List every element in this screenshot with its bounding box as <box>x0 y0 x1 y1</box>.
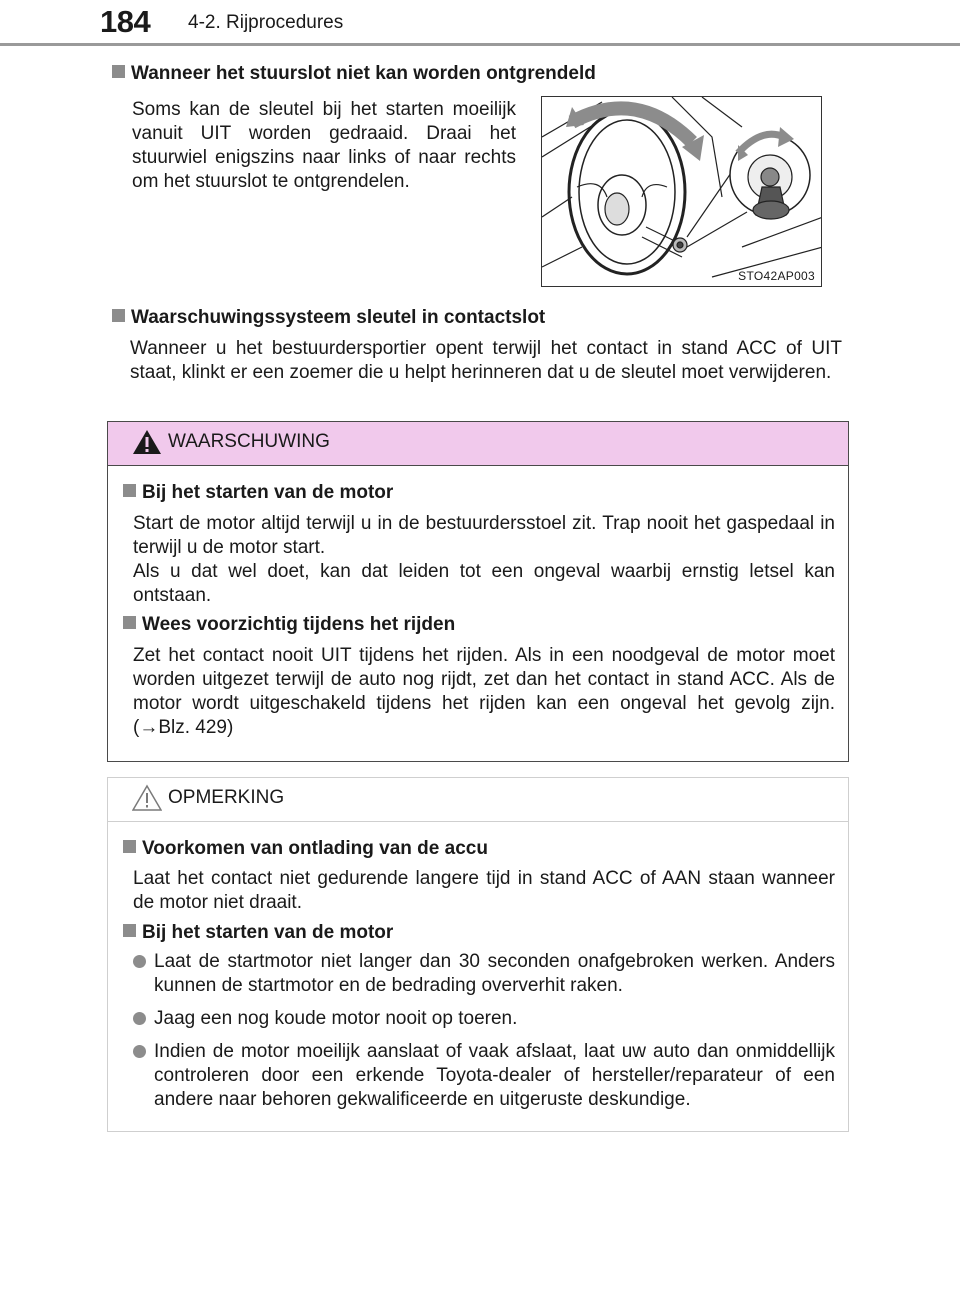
note-bullet-2-text: Jaag een nog koude motor nooit op toeren. <box>154 1008 518 1029</box>
caution-triangle-outline-icon <box>132 784 162 812</box>
section1-heading-text: Wanneer het stuurslot niet kan worden ontgrendeld <box>131 63 596 84</box>
note-item2-heading-text: Bij het starten van de motor <box>142 922 394 943</box>
note-bullet-1-text: Laat de startmotor niet langer dan 30 seconden onafgebroken werken. Anders kunnen de startmotor en de bedrading oververhit raken. <box>154 951 835 996</box>
figure-code: STO42AP003 <box>738 269 815 283</box>
warning-item2-heading <box>123 614 455 636</box>
page-number: 184 <box>100 4 151 39</box>
note-item1-text: Laat het contact niet gedurende langere tijd in stand ACC of AAN staan wanneer de motor niet draait. <box>133 868 835 913</box>
section2-text: Wanneer u het bestuurdersportier opent terwijl het contact in stand ACC of UIT staat, klinkt er een zoemer die u helpt herinneren dat u de sleutel moet verwijderen. <box>130 338 842 383</box>
warning-item1-text: Start de motor altijd terwijl u in de bestuurdersstoel zit. Trap nooit het gaspedaal in terwijl u de motor start. <box>133 513 835 558</box>
note-item1-heading <box>123 838 488 860</box>
round-bullet-icon <box>133 1012 146 1025</box>
note-item2-heading <box>123 922 393 944</box>
warning-item1-heading <box>123 482 393 504</box>
square-bullet-icon <box>123 840 136 853</box>
square-bullet-icon <box>112 65 125 78</box>
square-bullet-icon <box>112 309 125 322</box>
square-bullet-icon <box>123 924 136 937</box>
warning-item1-heading-text: Bij het starten van de motor <box>142 482 394 503</box>
header-rule <box>0 43 960 46</box>
page-header <box>0 0 960 48</box>
warning-label: WAARSCHUWING <box>168 431 330 452</box>
square-bullet-icon <box>123 616 136 629</box>
section1-heading <box>112 63 596 85</box>
note-bullet-1 <box>133 950 835 998</box>
round-bullet-icon <box>133 955 146 968</box>
warning-item2-heading-text: Wees voorzichtig tijdens het rijden <box>142 614 456 635</box>
section2-heading-text: Waarschuwingssysteem sleutel in contactslot <box>131 307 546 328</box>
note-bullet-3 <box>133 1040 835 1112</box>
warning-item1-text2: Als u dat wel doet, kan dat leiden tot een ongeval waarbij ernstig letsel kan ontstaan. <box>133 561 835 606</box>
warning-box <box>107 421 849 762</box>
round-bullet-icon <box>133 1045 146 1058</box>
note-box-header <box>108 778 848 822</box>
note-item1-heading-text: Voorkomen van ontlading van de accu <box>142 838 488 859</box>
section2-heading <box>112 307 545 329</box>
warning-triangle-icon <box>132 428 162 456</box>
warning-item2-text: Zet het contact nooit UIT tijdens het rijden. Als in een noodgeval de motor moet worden uitgezet terwijl de auto nog rijdt, zet dan het contact in stand ACC. Als de motor wordt uitgeschakeld tijdens het rijden kan een ongeval het gevolg zijn. (→Blz. 429) <box>133 645 835 738</box>
warning-box-header <box>108 422 848 466</box>
steering-wheel-illustration <box>542 97 822 287</box>
steering-lock-figure <box>541 96 822 287</box>
note-box <box>107 777 849 1132</box>
note-bullet-3-text: Indien de motor moeilijk aanslaat of vaak afslaat, laat uw auto dan onmiddellijk controleren door een erkende Toyota-dealer of hersteller/reparateur of een andere naar behoren gekwalificeerde en uitgeruste deskundige. <box>154 1041 835 1110</box>
section1-text: Soms kan de sleutel bij het starten moeilijk vanuit UIT worden gedraaid. Draai het stuurwiel enigszins naar links of naar rechts om het stuurslot te ontgrendelen. <box>132 99 516 192</box>
note-bullet-2 <box>133 1007 835 1031</box>
note-label: OPMERKING <box>168 787 285 808</box>
section-title: 4-2. Rijprocedures <box>188 12 344 33</box>
square-bullet-icon <box>123 484 136 497</box>
